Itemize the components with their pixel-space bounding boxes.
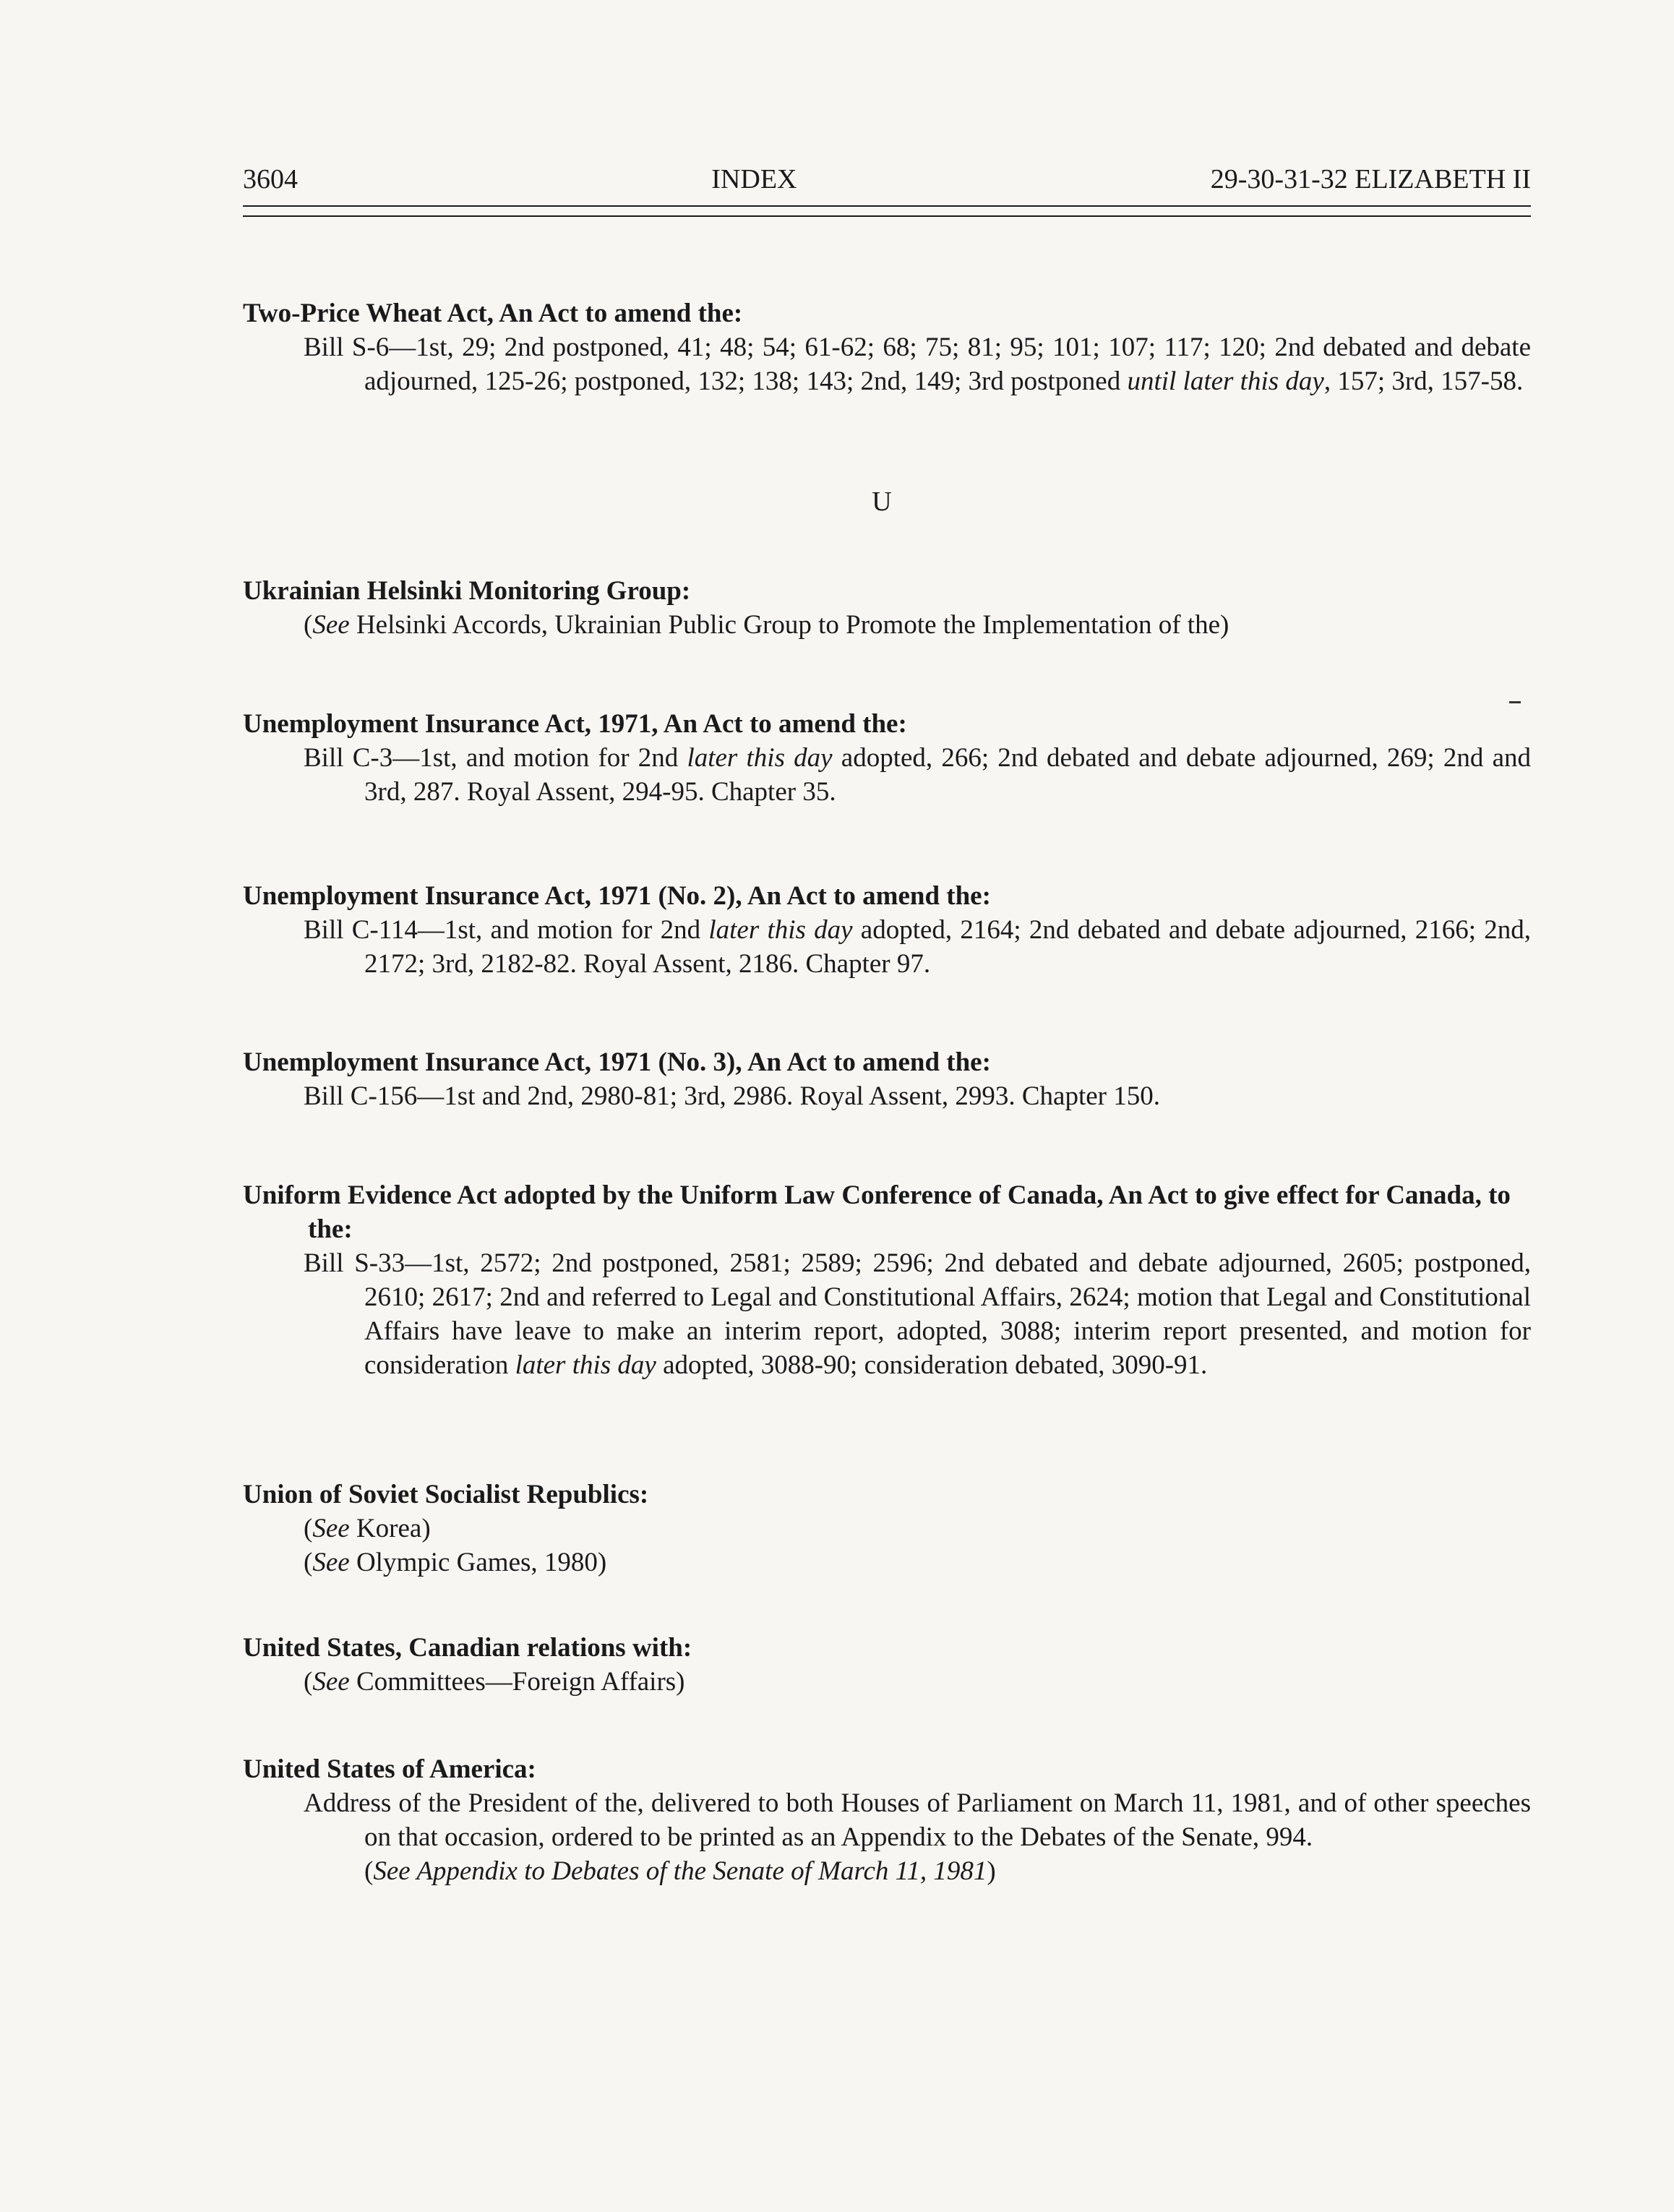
text-run: ) (987, 1856, 996, 1886)
italic-text: later this day (708, 915, 853, 945)
index-entry (243, 1478, 1531, 1579)
italic-text: later this day (687, 743, 833, 773)
text-run: adopted, 2164; 2nd debated and debate adjourned, 2166; 2nd, 2172; 3rd, 2182-82. Royal Assent, 2186. Chapter 97. (364, 915, 1531, 979)
text-run: ( (364, 1856, 374, 1886)
entry-cross-reference (364, 1854, 1531, 1888)
stray-mark (1509, 701, 1521, 703)
text-run: adopted, 3088-90; consideration debated, 3090-91. (656, 1350, 1208, 1380)
text-run: adopted, 266; 2nd debated and debate adjourned, 269; 2nd and 3rd, 287. Royal Assent, 294-95. Chapter 35. (364, 743, 1531, 807)
header-rule-bottom (243, 215, 1531, 217)
entry-heading: Unemployment Insurance Act, 1971, An Act to amend the: (243, 709, 907, 739)
index-entry (243, 1752, 1531, 1888)
header-rule-top (243, 205, 1531, 207)
entry-text (304, 1246, 1531, 1382)
italic-text: until later this day (1127, 366, 1324, 396)
index-entry (243, 1631, 1531, 1699)
page-title: INDEX (711, 164, 797, 194)
text-run: Bill S-6—1st, 29; 2nd postponed, 41; 48; 54; 61-62; 68; 75; 81; 95; 101; 107; 117; 120; 2nd debated and debate adjourned, 125-26; postponed, 132; 138; 143; 2nd, 149; 3rd postponed (304, 333, 1531, 396)
entry-heading: Two-Price Wheat Act, An Act to amend the: (243, 299, 743, 328)
section-letter: U (872, 486, 892, 517)
entry-text (304, 608, 1531, 642)
index-entry (243, 879, 1531, 981)
entry-text (304, 1665, 1531, 1699)
text-run: ( (304, 1667, 313, 1697)
index-entry (243, 1178, 1531, 1382)
page-number: 3604 (243, 164, 298, 194)
entry-heading: Unemployment Insurance Act, 1971 (No. 3), An Act to amend the: (243, 1047, 991, 1077)
entry-heading: United States of America: (243, 1754, 536, 1784)
entry-text (304, 1546, 1531, 1579)
text-run: Bill C-3—1st, and motion for 2nd (304, 743, 687, 773)
text-run: Bill C-114—1st, and motion for 2nd (304, 915, 709, 945)
entry-text (304, 913, 1531, 981)
entry-heading: Union of Soviet Socialist Republics: (243, 1480, 649, 1509)
text-run: Korea) (349, 1514, 431, 1543)
text-run: ( (304, 1514, 313, 1543)
entry-text (304, 1512, 1531, 1546)
italic-text: See (312, 1548, 350, 1577)
entry-heading: Ukrainian Helsinki Monitoring Group: (243, 576, 691, 606)
italic-text: See (312, 1514, 350, 1543)
volume-label: 29-30-31-32 ELIZABETH II (1210, 164, 1531, 194)
italic-text: See Appendix to Debates of the Senate of March 11, 1981 (373, 1856, 987, 1886)
text-run: Address of the President of the, delivered to both Houses of Parliament on March 11, 1981, and of other speeches on that occasion, ordered to be printed as an Appendix to the Debates of the Senate, 994. (304, 1788, 1531, 1852)
text-run: Committees—Foreign Affairs) (349, 1667, 685, 1697)
page-header (243, 163, 1531, 195)
text-run: Olympic Games, 1980) (349, 1548, 607, 1577)
italic-text: See (312, 610, 350, 640)
text-run: Bill C-156—1st and 2nd, 2980-81; 3rd, 2986. Royal Assent, 2993. Chapter 150. (304, 1081, 1160, 1111)
entry-text (304, 330, 1531, 398)
text-run: , 157; 3rd, 157-58. (1323, 366, 1524, 396)
entry-text (304, 741, 1531, 809)
italic-text: later this day (515, 1350, 656, 1380)
italic-text: See (312, 1667, 350, 1697)
index-entry (243, 1045, 1531, 1113)
index-entry (243, 296, 1531, 398)
entry-heading: United States, Canadian relations with: (243, 1633, 692, 1663)
index-entry (243, 707, 1531, 809)
entry-text (304, 1786, 1531, 1854)
text-run: ( (304, 1548, 313, 1577)
index-entry (243, 574, 1531, 642)
entry-heading: Unemployment Insurance Act, 1971 (No. 2), An Act to amend the: (243, 881, 991, 911)
text-run: ( (304, 610, 313, 640)
text-run: Helsinki Accords, Ukrainian Public Group to Promote the Implementation of the) (349, 610, 1229, 640)
entry-heading: Uniform Evidence Act adopted by the Uniform Law Conference of Canada, An Act to give effect for Canada, to the: (243, 1180, 1511, 1244)
entry-text (304, 1079, 1531, 1113)
text-run: Bill S-33—1st, 2572; 2nd postponed, 2581; 2589; 2596; 2nd debated and debate adjourned, 2605; postponed, 2610; 2617; 2nd and referred to Legal and Constitutional Affairs, 2624; motion that Legal and Constitutional Affairs have leave to make an interim report, adopted, 3088; interim report presented, and motion for consideration (304, 1248, 1531, 1380)
